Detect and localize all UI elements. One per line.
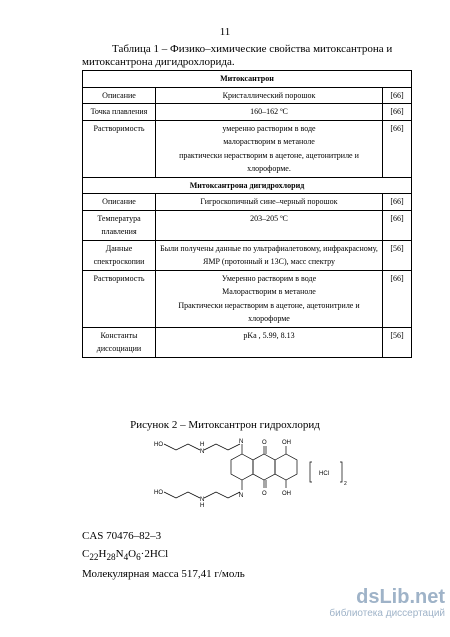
section-title-mitoxantrone: Митоксантрон	[83, 71, 412, 88]
property-cell: Описание	[83, 87, 156, 104]
left-ring	[231, 454, 253, 480]
value-line: Умеренно растворим в воде	[221, 273, 317, 283]
bottom-chain	[204, 492, 240, 498]
property-cell: Растворимость	[83, 270, 156, 327]
reference-cell: [56]	[383, 240, 412, 270]
reference-cell: [66]	[383, 120, 412, 177]
reference-cell: [66]	[383, 210, 412, 240]
section-title-dihydrochloride: Митоксантрона дигидрохлорид	[83, 177, 412, 194]
oh-label-top: OH	[282, 440, 291, 446]
structure-bonds	[164, 444, 342, 498]
value-cell: Гигроскопичный сине–черный порошок	[156, 194, 383, 211]
value-line: малорастворим в метаноле	[223, 137, 315, 146]
properties-table	[82, 70, 412, 358]
n-label-top: N	[200, 449, 205, 455]
value-cell: 203–205 ºC	[156, 210, 383, 240]
n-label-bottom: N	[200, 497, 205, 503]
top-chain-hydroxyethyl	[164, 444, 200, 450]
table-caption: Таблица 1 – Физико–химические свойства митоксантрона и митоксантрона дигидрохлорида.	[82, 43, 393, 68]
table-row	[83, 327, 412, 357]
bracket-left	[310, 462, 312, 482]
mitoxantrone-structure	[150, 436, 360, 516]
bracket-right	[340, 462, 342, 482]
property-cell: Точка плавления	[83, 104, 156, 121]
h-label-bottom: H	[200, 503, 205, 509]
o-label-bottom: O	[262, 491, 267, 497]
reference-cell: [66]	[383, 270, 412, 327]
property-cell: Данные спектроскопии	[83, 240, 156, 270]
table-row	[83, 120, 412, 177]
reference-cell: [66]	[383, 104, 412, 121]
table-row	[83, 210, 412, 240]
table-row	[83, 194, 412, 211]
value-cell	[156, 270, 383, 327]
table-row	[83, 270, 412, 327]
ho-label-bottom: HO	[154, 490, 163, 496]
value-line: практически нерастворим в ацетоне, ацетонитриле и хлороформе.	[179, 150, 359, 173]
hcl-subscript: 2	[344, 481, 347, 487]
page-number: 11	[219, 26, 231, 38]
oh-label-bottom: OH	[282, 491, 291, 497]
value-cell	[156, 120, 383, 177]
o-label-top: O	[262, 440, 267, 446]
watermark-logo: dsLib.net	[356, 586, 445, 608]
molar-mass: Молекулярная масса 517,41 г/моль	[82, 568, 245, 580]
reference-cell: [66]	[383, 87, 412, 104]
value-cell: Кристаллический порошок	[156, 87, 383, 104]
property-cell: Температура плавления	[83, 210, 156, 240]
n-label-ring-bottom: N	[239, 493, 244, 499]
h-label-top: H	[200, 442, 205, 448]
top-chain	[204, 444, 240, 450]
watermark	[270, 586, 445, 619]
value-line: Практически нерастворим в ацетоне, ацетонитриле и хлороформе	[178, 300, 360, 323]
reference-cell: [56]	[383, 327, 412, 357]
table-section-header	[83, 177, 412, 194]
ho-label-top: HO	[154, 442, 163, 448]
table-section-header	[83, 71, 412, 88]
right-ring	[275, 454, 297, 480]
value-cell: Были получены данные по ультрафиалетовому, инфракрасному, ЯМР (протонный и 13С), масс спектру	[156, 240, 383, 270]
value-line: Малорастворим в метаноле	[222, 287, 316, 296]
property-cell: Описание	[83, 194, 156, 211]
reference-cell: [66]	[383, 194, 412, 211]
value-cell: 160–162 ºC	[156, 104, 383, 121]
bottom-chain-hydroxyethyl	[164, 492, 200, 498]
table-row	[83, 104, 412, 121]
hcl-label: HCl	[319, 471, 329, 477]
value-line: умеренно растворим в воде	[222, 123, 316, 133]
middle-ring	[253, 454, 275, 480]
property-cell: Константы диссоциации	[83, 327, 156, 357]
cas-number: CAS 70476–82–3	[82, 530, 162, 542]
table-row	[83, 240, 412, 270]
n-label-ring-top: N	[239, 439, 244, 445]
figure-caption: Рисунок 2 – Митоксантрон гидрохлорид	[130, 419, 320, 431]
table-row	[83, 87, 412, 104]
molecular-formula: $C_{22}H_{28}N_4O_6\cdot 2HCl$	[82, 548, 169, 563]
property-cell: Растворимость	[83, 120, 156, 177]
watermark-tagline: библиотека диссертаций	[329, 608, 445, 619]
value-cell: pKa , 5.99, 8.13	[156, 327, 383, 357]
